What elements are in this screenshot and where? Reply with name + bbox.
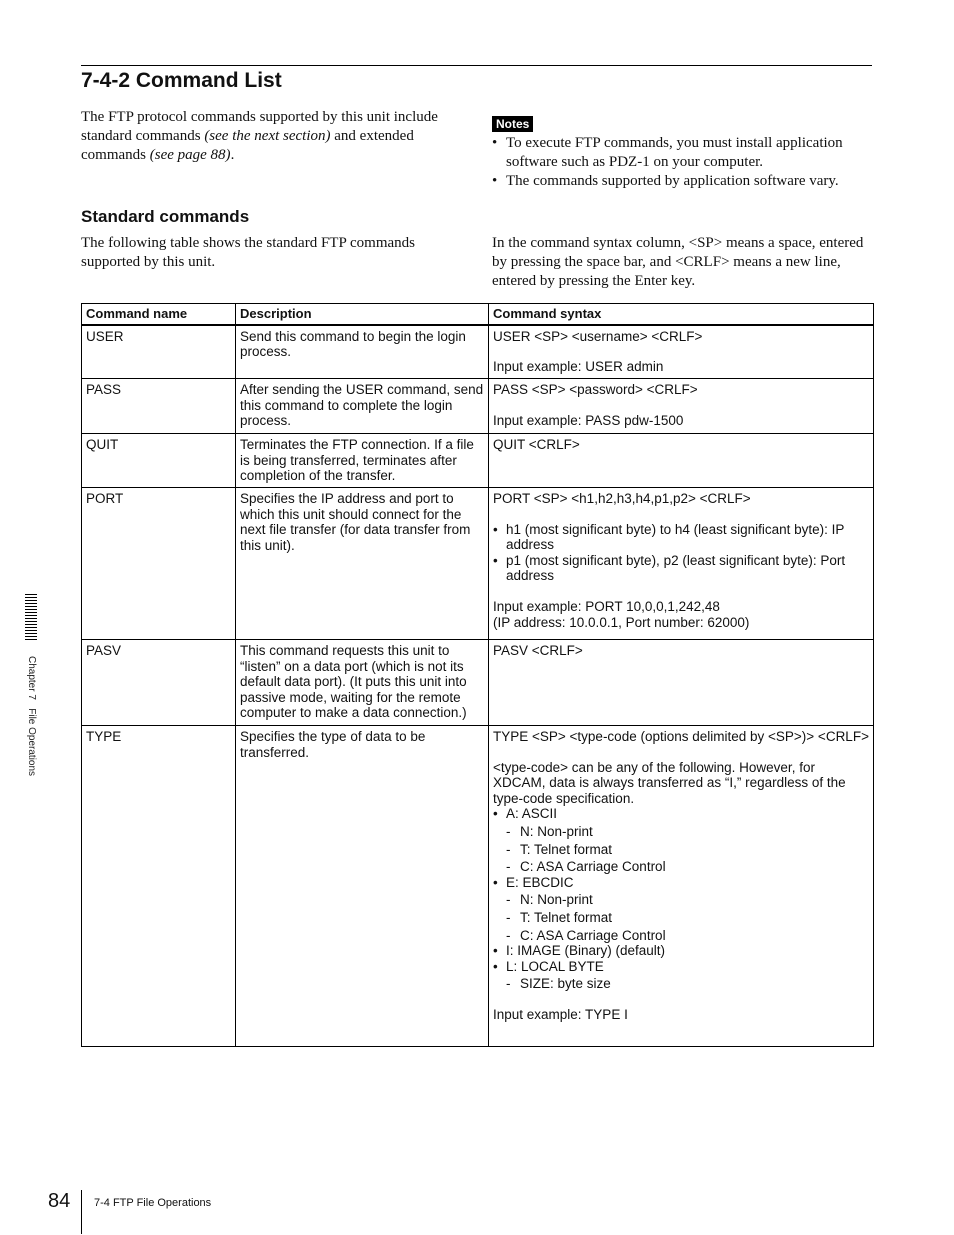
table-row-pasv	[82, 640, 874, 726]
table-row-pass	[82, 379, 874, 434]
type-sub-option: - C: ASA Carriage Control	[493, 859, 869, 875]
notes-label: Notes	[492, 116, 533, 132]
syntax-text: TYPE <SP> <type-code (options delimited by <SP>)> <CRLF>	[493, 729, 869, 745]
type-sub-option: - SIZE: byte size	[493, 976, 869, 992]
input-example: Input example: USER admin	[493, 359, 664, 375]
syntax-cell	[489, 640, 874, 726]
footer-divider	[81, 1190, 82, 1234]
type-option: • E: EBCDIC	[493, 875, 869, 891]
syntax-text: USER <SP> <username> <CRLF>	[493, 328, 703, 344]
intro-paragraph	[81, 108, 461, 165]
intro-text-2: and extended commands	[81, 128, 414, 163]
syntax-text: QUIT <CRLF>	[493, 437, 580, 453]
intro-ref-page: (see page 88)	[149, 147, 231, 163]
syntax-cell	[489, 434, 874, 488]
table-row-user	[82, 325, 874, 379]
syntax-cell	[489, 379, 874, 434]
command-name-cell: PORT	[82, 488, 236, 640]
type-sub-option: - N: Non-print	[493, 892, 869, 908]
type-option: • A: ASCII	[493, 806, 869, 822]
command-name-cell: QUIT	[82, 434, 236, 488]
syntax-cell	[489, 488, 874, 640]
footer-section-label: 7-4 FTP File Operations	[94, 1197, 212, 1209]
input-example: Input example: PORT 10,0,0,1,242,48	[493, 599, 720, 615]
type-option: • L: LOCAL BYTE	[493, 959, 869, 975]
type-sub-option: - N: Non-print	[493, 824, 869, 840]
notes-box	[492, 115, 872, 191]
type-sub-option: - C: ASA Carriage Control	[493, 928, 869, 944]
type-code-note: <type-code> can be any of the following. However, for XDCAM, data is always transferred as “I,” regardless of the type-code specification.	[493, 759, 846, 806]
table-row-port	[82, 488, 874, 640]
syntax-bullet: • p1 (most significant byte), p2 (least significant byte): Port address	[493, 553, 869, 584]
intro-ref-next-section: (see the next section)	[204, 128, 331, 144]
standard-intro-text: The following table shows the standard FTP commands supported by this unit.	[81, 235, 415, 270]
notes-list	[492, 134, 872, 191]
command-name-cell: USER	[82, 325, 236, 379]
page-number: 84	[48, 1190, 71, 1212]
description-cell: Specifies the type of data to be transferred.	[236, 726, 489, 1047]
syntax-cell	[489, 726, 874, 1047]
description-cell: This command requests this unit to “listen” on a data port (which is not its default data port). (It puts this unit into passive mode, waiting for the remote computer to make a data connection.)	[236, 640, 489, 726]
syntax-cell	[489, 325, 874, 379]
input-example-detail: (IP address: 10.0.0.1, Port number: 62000)	[493, 614, 750, 630]
column-header-description: Description	[236, 304, 489, 325]
syntax-legend-text: In the command syntax column, <SP> means a space, entered by pressing the space bar, and <CRLF> means a new line, entered by pressing the Enter key.	[492, 235, 864, 289]
input-example: Input example: TYPE I	[493, 1007, 628, 1022]
command-name-cell: TYPE	[82, 726, 236, 1047]
section-title: 7-4-2 Command List	[81, 69, 282, 92]
command-table	[81, 303, 874, 1047]
chapter-side-label: Chapter 7 File Operations	[26, 656, 37, 777]
type-sub-option: - T: Telnet format	[493, 910, 869, 926]
standard-commands-heading: Standard commands	[81, 207, 250, 226]
description-cell: Terminates the FTP connection. If a file is being transferred, terminates after completion of the transfer.	[236, 434, 489, 488]
command-name-cell: PASS	[82, 379, 236, 434]
table-header-row	[82, 304, 874, 325]
syntax-text: PASV <CRLF>	[493, 643, 583, 659]
column-header-command-syntax: Command syntax	[489, 304, 874, 325]
column-header-command-name: Command name	[82, 304, 236, 325]
table-row-type	[82, 726, 874, 1047]
type-sub-option: - T: Telnet format	[493, 842, 869, 858]
type-option: • I: IMAGE (Binary) (default)	[493, 943, 869, 959]
syntax-text: PASS <SP> <password> <CRLF>	[493, 382, 698, 398]
intro-text-1: The FTP protocol commands supported by this unit include standard commands	[81, 109, 438, 144]
table-row-quit	[82, 434, 874, 488]
description-cell: Send this command to begin the login process.	[236, 325, 489, 379]
description-cell: After sending the USER command, send this command to complete the login process.	[236, 379, 489, 434]
notes-item: • The commands supported by application software vary.	[492, 172, 872, 191]
command-name-cell: PASV	[82, 640, 236, 726]
chapter-tab-marker	[25, 594, 37, 640]
notes-item: • To execute FTP commands, you must install application software such as PDZ-1 on your computer.	[492, 134, 872, 172]
syntax-text: PORT <SP> <h1,h2,h3,h4,p1,p2> <CRLF>	[493, 491, 751, 507]
input-example: Input example: PASS pdw-1500	[493, 412, 684, 428]
intro-text-3: .	[230, 147, 235, 163]
syntax-bullet: • h1 (most significant byte) to h4 (least significant byte): IP address	[493, 522, 869, 553]
description-cell: Specifies the IP address and port to which this unit should connect for the next file transfer (for data transfer from this unit).	[236, 488, 489, 640]
